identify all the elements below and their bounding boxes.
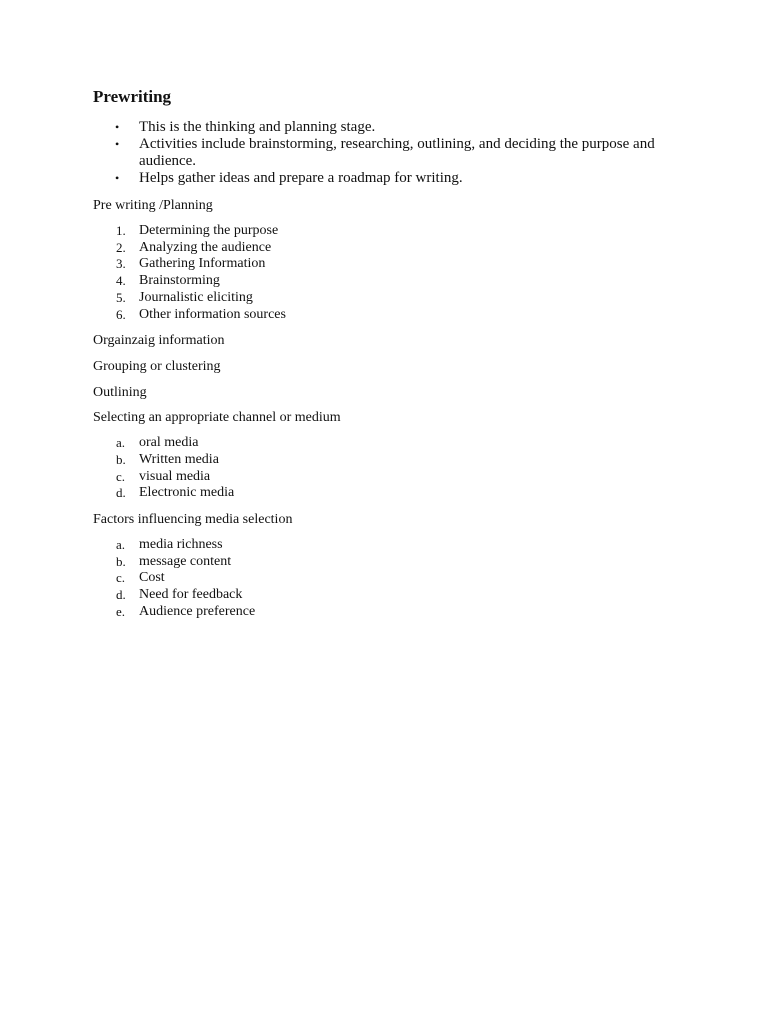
list-item xyxy=(93,570,693,587)
bullet-text: Helps gather ideas and prepare a roadmap for writing. xyxy=(139,170,463,186)
list-item-text: Analyzing the audience xyxy=(139,239,272,255)
list-item xyxy=(93,554,693,571)
planning-steps-list xyxy=(93,223,693,323)
list-item-text: Electronic media xyxy=(139,485,235,501)
list-item-text: visual media xyxy=(139,468,211,484)
list-item-text: Brainstorming xyxy=(139,273,220,289)
list-item-text: message content xyxy=(139,553,232,569)
prewriting-bullet-list xyxy=(93,119,693,187)
list-item xyxy=(93,240,693,257)
list-item-text: Need for feedback xyxy=(139,587,243,603)
list-item xyxy=(93,452,693,469)
organizing-information-label: Orgainzaig information xyxy=(93,333,225,349)
list-marker: 3. xyxy=(116,256,126,272)
list-item xyxy=(93,256,693,273)
list-item-text: oral media xyxy=(139,435,199,451)
list-item-text: Written media xyxy=(139,451,219,467)
list-item-text: Cost xyxy=(139,570,165,586)
media-selection-factors-list xyxy=(93,537,693,621)
list-marker: c. xyxy=(116,570,126,586)
list-marker: d. xyxy=(116,587,126,603)
list-item xyxy=(93,485,693,502)
bullet-marker: • xyxy=(115,137,120,151)
bullet-item xyxy=(93,119,693,136)
list-marker: 1. xyxy=(116,223,126,238)
document-page xyxy=(93,85,693,630)
list-marker: e. xyxy=(116,603,126,619)
bullet-item xyxy=(93,170,693,187)
list-item xyxy=(93,290,693,307)
list-item xyxy=(93,273,693,290)
list-item xyxy=(93,307,693,324)
bullet-marker: • xyxy=(115,171,120,185)
list-item xyxy=(93,435,693,452)
selecting-channel-label: Selecting an appropriate channel or medium xyxy=(93,410,341,426)
list-marker: d. xyxy=(116,485,126,501)
media-selection-factors-label: Factors influencing media selection xyxy=(93,512,293,528)
bullet-text: Activities include brainstorming, researching, outlining, and deciding the purpose and audience. xyxy=(139,136,655,169)
list-marker: a. xyxy=(116,435,126,451)
list-item-text: Gathering Information xyxy=(139,256,266,272)
list-item-text: Audience preference xyxy=(139,603,256,619)
list-marker: 4. xyxy=(116,273,126,289)
grouping-clustering-label: Grouping or clustering xyxy=(93,359,221,375)
page-title: Prewriting xyxy=(93,87,172,106)
list-marker: a. xyxy=(116,537,126,553)
list-item xyxy=(93,223,693,240)
list-marker: c. xyxy=(116,468,126,484)
bullet-item xyxy=(93,136,693,170)
outlining-label: Outlining xyxy=(93,385,147,401)
list-item xyxy=(93,537,693,554)
list-marker: 2. xyxy=(116,239,126,255)
list-item xyxy=(93,604,693,621)
bullet-marker: • xyxy=(115,120,120,134)
prewriting-planning-label: Pre writing /Planning xyxy=(93,198,213,213)
bullet-text: This is the thinking and planning stage. xyxy=(139,119,376,135)
media-channels-list xyxy=(93,435,693,502)
list-marker: b. xyxy=(116,553,126,569)
list-item-text: Journalistic eliciting xyxy=(139,289,253,305)
list-item-text: Other information sources xyxy=(139,306,286,322)
list-item xyxy=(93,587,693,604)
list-marker: b. xyxy=(116,451,126,467)
list-item-text: media richness xyxy=(139,537,223,553)
list-item-text: Determining the purpose xyxy=(139,223,279,238)
list-marker: 6. xyxy=(116,306,126,322)
list-marker: 5. xyxy=(116,289,126,305)
list-item xyxy=(93,469,693,486)
